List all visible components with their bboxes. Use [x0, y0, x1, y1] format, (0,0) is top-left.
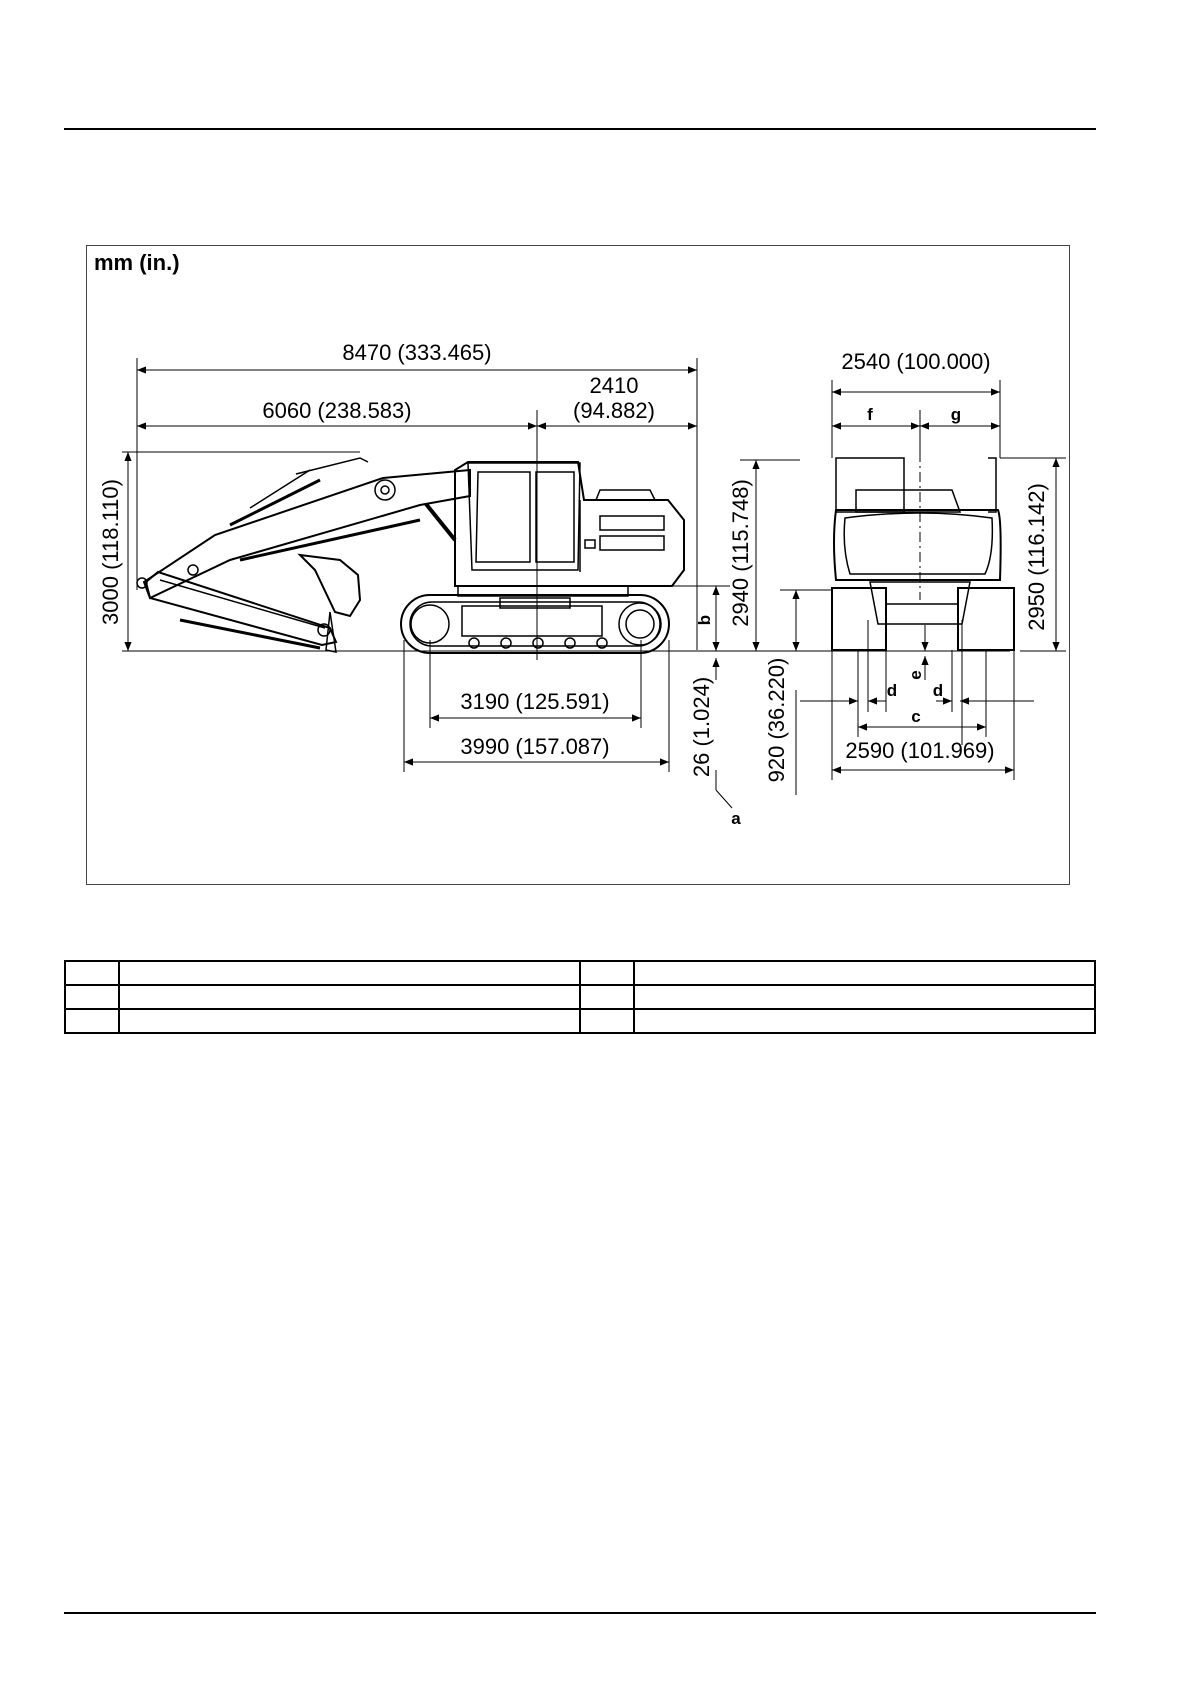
label-b: b — [695, 614, 714, 626]
legend-key — [65, 961, 119, 985]
label-d-left: d — [886, 681, 898, 700]
legend-key — [580, 1009, 634, 1033]
side-view-excavator — [122, 410, 700, 660]
legend-row — [65, 985, 1095, 1009]
rear-view-excavator — [760, 412, 1014, 651]
dim-upper-width: 2540 (100.000) — [841, 349, 991, 374]
legend-row — [65, 1009, 1095, 1033]
legend-key — [580, 961, 634, 985]
dim-overall-length: 8470 (333.465) — [342, 340, 492, 365]
dim-rear-height: 2950 (116.142) — [1024, 483, 1049, 631]
legend-key — [65, 1009, 119, 1033]
dim-track-length: 3990 (157.087) — [460, 734, 610, 759]
dim-counterweight-clearance: 920 (36.220) — [764, 657, 789, 783]
dim-grouser-height: 26 (1.024) — [689, 676, 714, 778]
legend-row — [65, 961, 1095, 985]
label-g: g — [950, 405, 962, 424]
legend-description — [634, 961, 1095, 985]
dim-tail-swing-inch: (94.882) — [573, 398, 655, 423]
footer-rule — [64, 1612, 1096, 1614]
legend-table — [64, 960, 1096, 1034]
dim-track-width: 2590 (101.969) — [845, 738, 995, 763]
dim-front-reach: 6060 (238.583) — [262, 398, 412, 423]
legend-description — [634, 985, 1095, 1009]
dim-overall-height: 3000 (118.110) — [98, 479, 123, 625]
unit-label: mm (in.) — [94, 250, 180, 275]
label-e: e — [906, 670, 925, 680]
legend-key — [65, 985, 119, 1009]
legend-description — [119, 1009, 580, 1033]
legend-description — [119, 961, 580, 985]
label-a: a — [731, 809, 741, 828]
label-f: f — [867, 405, 873, 424]
dim-tail-swing-value: 2410 — [589, 373, 639, 398]
legend-description — [119, 985, 580, 1009]
legend-description — [634, 1009, 1095, 1033]
label-d-right: d — [932, 681, 944, 700]
dim-tumbler-distance: 3190 (125.591) — [460, 689, 610, 714]
label-c: c — [911, 707, 921, 726]
dim-cab-height: 2940 (115.748) — [728, 479, 753, 627]
legend-key — [580, 985, 634, 1009]
